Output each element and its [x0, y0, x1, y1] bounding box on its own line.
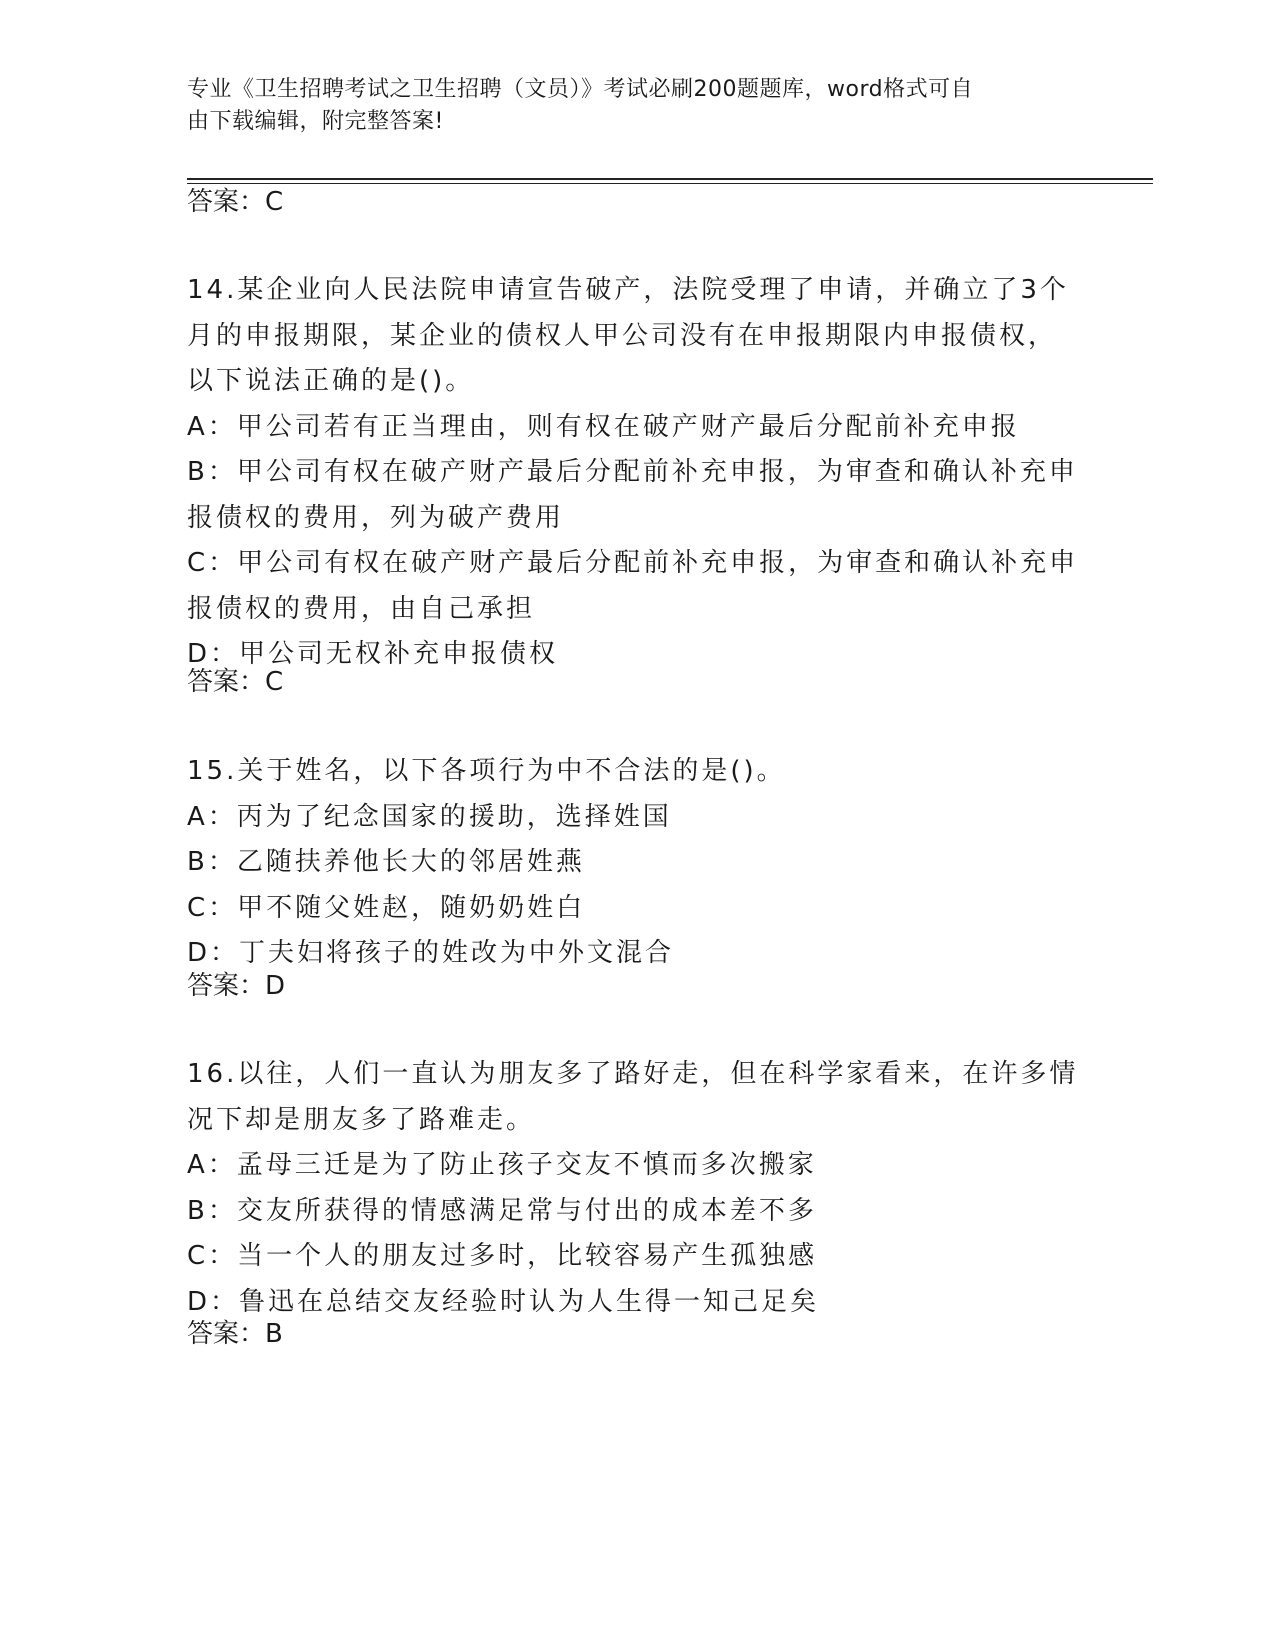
document-header — [187, 74, 1067, 138]
option-b: B：乙随扶养他长大的邻居姓燕 — [187, 847, 585, 877]
header-title-line-2: 由下载编辑，附完整答案! — [187, 109, 444, 134]
option-c-continued: 报债权的费用，由自己承担 — [187, 593, 536, 624]
header-divider-thin — [187, 183, 1153, 184]
option-d: D：甲公司无权补充申报债权 — [187, 639, 559, 669]
option-b: B：交友所获得的情感满足常与付出的成本差不多 — [187, 1195, 817, 1226]
question-stem-line: 月的申报期限，某企业的债权人甲公司没有在申报期限内申报债权， — [187, 320, 1058, 351]
question-stem-line: 16.以往，人们一直认为朋友多了路好走，但在科学家看来，在许多情 — [187, 1059, 1079, 1089]
question-stem-line: 15.关于姓名，以下各项行为中不合法的是()。 — [187, 756, 786, 786]
question-stem-line: 况下却是朋友多了路难走。 — [187, 1104, 536, 1135]
question-stem-line: 14.某企业向人民法院申请宣告破产，法院受理了申请，并确立了3个 — [187, 275, 1069, 305]
option-a: A：孟母三迁是为了防止孩子交友不慎而多次搬家 — [187, 1150, 817, 1180]
question-16 — [187, 1052, 1087, 1325]
option-a: A：丙为了纪念国家的援助，选择姓国 — [187, 801, 672, 832]
question-14 — [187, 268, 1087, 678]
option-c: C：甲不随父姓赵，随奶奶姓白 — [187, 892, 586, 923]
option-d: D：鲁迅在总结交友经验时认为人生得一知己足矣 — [187, 1286, 820, 1317]
answer-14: 答案：C — [187, 667, 284, 697]
previous-answer: 答案：C — [187, 187, 284, 217]
option-c: C：甲公司有权在破产财产最后分配前补充申报，为审查和确认补充申 — [187, 548, 1079, 578]
option-b-continued: 报债权的费用，列为破产费用 — [187, 502, 565, 533]
header-divider — [187, 178, 1153, 180]
option-a: A：甲公司若有正当理由，则有权在破产财产最后分配前补充申报 — [187, 411, 1020, 442]
option-d: D：丁夫妇将孩子的姓改为中外文混合 — [187, 938, 675, 968]
option-b: B：甲公司有权在破产财产最后分配前补充申报，为审查和确认补充申 — [187, 457, 1078, 487]
answer-16: 答案：B — [187, 1319, 283, 1349]
header-title-line-1: 专业《卫生招聘考试之卫生招聘（文员）》考试必刷200题题库，word格式可自 — [187, 77, 974, 102]
question-stem-line: 以下说法正确的是()。 — [187, 366, 475, 396]
question-15 — [187, 749, 1087, 977]
option-c: C：当一个人的朋友过多时，比较容易产生孤独感 — [187, 1241, 818, 1271]
answer-15: 答案：D — [187, 971, 286, 1001]
